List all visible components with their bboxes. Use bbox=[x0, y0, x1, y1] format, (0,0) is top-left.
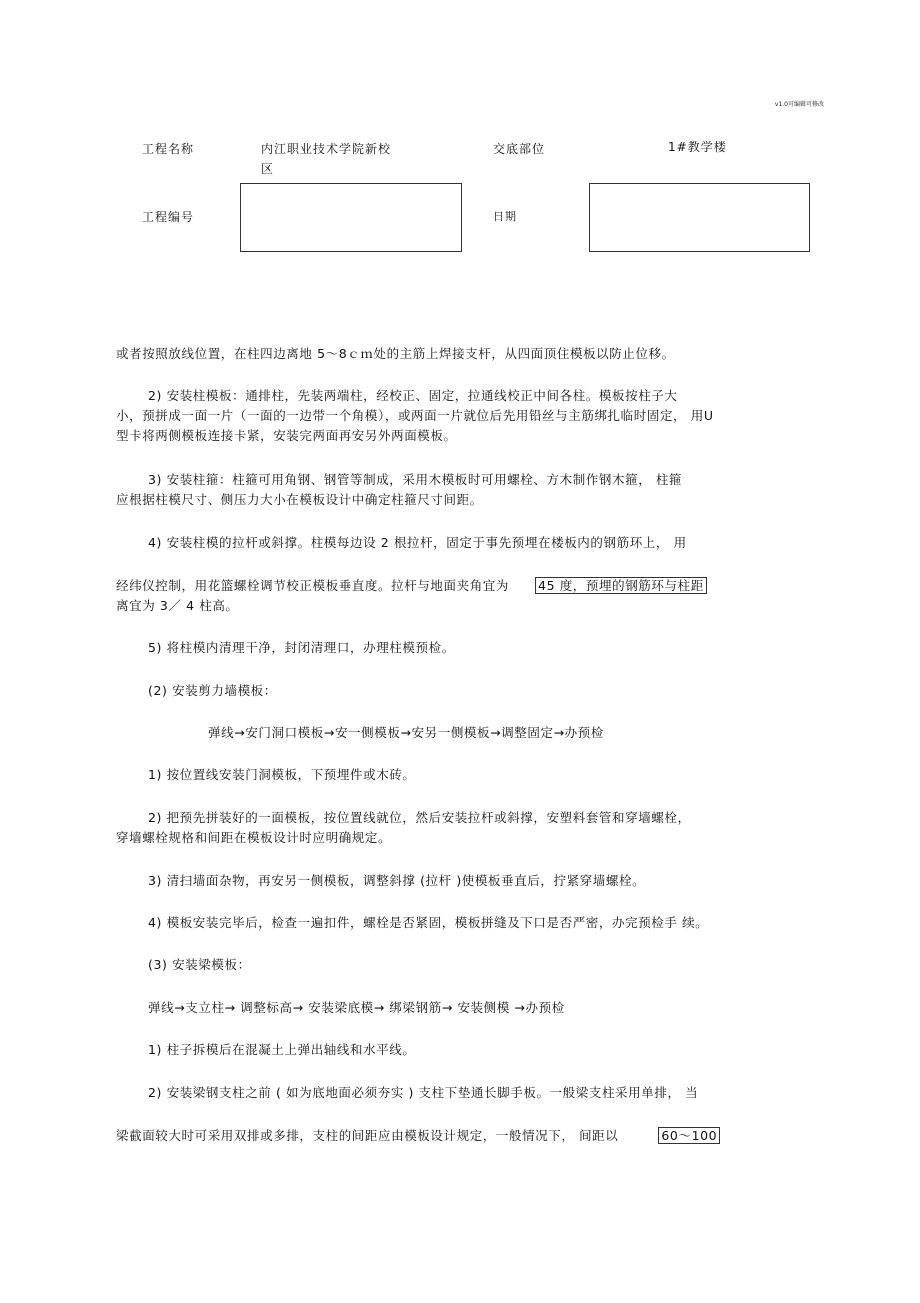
project-number-field[interactable] bbox=[240, 183, 462, 252]
paragraph-tie-rods-cont: 经纬仪控制，用花篮螺栓调节校正模板垂直度。拉杆与地面夹角宜为 45 度，预埋的钢筋环与柱距 离宜为 3／ 4 柱高。 bbox=[116, 576, 822, 616]
project-number-label: 工程编号 bbox=[142, 210, 195, 224]
handover-part-label: 交底部位 bbox=[493, 142, 546, 156]
paragraph-prop-rods: 或者按照放线位置，在柱四边离地 5～8ｃｍ处的主筋上焊接支杆，从四面顶住模板以防止位移。 bbox=[116, 346, 675, 361]
paragraph-beam-supports: 2) 安装梁钢支柱之前 ( 如为底地面必须夯实 ) 支柱下垫通长脚手板。一般梁支柱采用单排， 当 bbox=[148, 1085, 699, 1100]
project-name-value-line1: 内江职业技术学院新校 bbox=[261, 142, 392, 156]
process-shear-wall: 弹线→安门洞口模板→安一侧模板→安另一侧模板→调整固定→办预检 bbox=[208, 725, 604, 740]
paragraph-door-formwork: 1) 按位置线安装门洞模板，下预埋件或木砖。 bbox=[148, 767, 416, 782]
spacing-value-box: 60～100 bbox=[658, 1127, 720, 1144]
paragraph-beam-supports-cont: 梁截面较大时可采用双排或多排，支柱的间距应由模板设计规定，一般情况下， 间距以 60～100 bbox=[116, 1126, 822, 1146]
paragraph-axis-lines: 1) 柱子拆模后在混凝土上弹出轴线和水平线。 bbox=[148, 1042, 416, 1057]
version-note: v1.0可编辑可修改 bbox=[774, 101, 824, 108]
project-name-value-line2: 区 bbox=[261, 162, 275, 176]
heading-beam: (3) 安装梁模板： bbox=[148, 957, 251, 972]
paragraph-clean-wall: 3) 清扫墙面杂物，再安另一侧模板，调整斜撑 (拉杆 )使模板垂直后，拧紧穿墙螺栓。 bbox=[148, 873, 646, 888]
date-label: 日期 bbox=[493, 210, 517, 223]
angle-value-box: 45 度，预埋的钢筋环与柱距 bbox=[535, 577, 707, 594]
handover-part-value: 1#教学楼 bbox=[668, 140, 727, 154]
paragraph-tie-rods: 4) 安装柱模的拉杆或斜撑。柱模每边设 2 根拉杆，固定于事先预埋在楼板内的钢筋环上， 用 bbox=[148, 535, 687, 550]
paragraph-column-formwork: 2) 安装柱模板：通排柱，先装两端柱，经校正、固定，拉通线校正中间各柱。模板按柱子大 小，预拼成一面一片（一面的一边带一个角模），或两面一片就位后先用铅丝与主筋绑扎临时固定， 用U 型卡将两侧模板连接卡紧，安装完两面再安另外两面模板。 bbox=[116, 388, 714, 443]
paragraph-column-hoops: 3) 安装柱箍：柱箍可用角钢、钢管等制成，采用木模板时可用螺栓、方木制作钢木箍， 柱箍 应根据柱模尺寸、侧压力大小在模板设计中确定柱箍尺寸间距。 bbox=[116, 472, 683, 507]
heading-shear-wall: (2) 安装剪力墙模板： bbox=[148, 683, 277, 698]
process-beam: 弹线→支立柱→ 调整标高→ 安装梁底模→ 绑梁钢筋→ 安装侧模 →办预检 bbox=[148, 1000, 565, 1015]
paragraph-preassembled: 2) 把预先拼装好的一面模板，按位置线就位，然后安装拉杆或斜撑，安塑料套管和穿墙螺栓， 穿墙螺栓规格和间距在模板设计时应明确规定。 bbox=[116, 810, 691, 845]
paragraph-clean-column: 5) 将柱模内清理干净，封闭清理口，办理柱模预检。 bbox=[148, 640, 455, 655]
date-field[interactable] bbox=[589, 183, 810, 252]
project-name-label: 工程名称 bbox=[142, 142, 195, 156]
paragraph-inspection: 4) 模板安装完毕后，检查一遍扣件，螺栓是否紧固，模板拼缝及下口是否严密，办完预检手 续。 bbox=[148, 915, 709, 930]
